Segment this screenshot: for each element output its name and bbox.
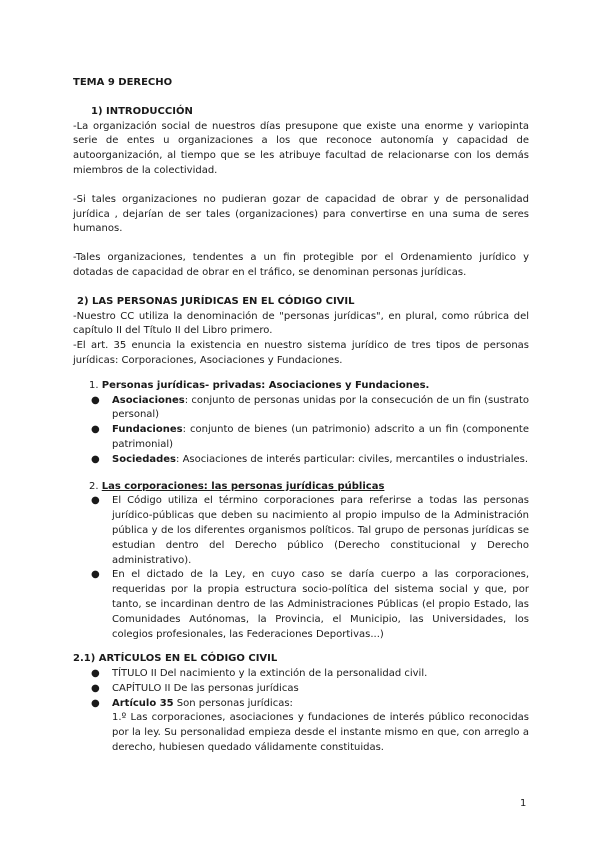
section-2-1-list <box>73 667 529 711</box>
list-item <box>73 453 529 468</box>
bullet-icon: ● <box>91 569 100 581</box>
list-item-text: : Asociaciones de interés particular: civiles, mercantiles o industriales. <box>176 453 529 465</box>
list-item <box>73 667 529 682</box>
article-35-text: 1.º Las corporaciones, asociaciones y fundaciones de interés público reconocidas por la ley. Su personalidad empieza desde el instante mismo en que, con arreglo a derecho, hubiesen quedado válidamente constituidas. <box>112 712 529 754</box>
bullet-icon: ● <box>91 424 100 436</box>
list-item-text: CAPÍTULO II De las personas jurídicas <box>112 682 299 694</box>
list-item-term: Asociaciones <box>112 394 185 406</box>
list-item-term: Fundaciones <box>112 424 183 436</box>
section-2-heading: 2) LAS PERSONAS JURÍDICAS EN EL CÓDIGO CIVIL <box>77 295 355 307</box>
bullet-icon: ● <box>91 394 100 406</box>
list-item-text: : conjunto de personas unidas por la consecución de un fin (sustrato personal) <box>112 394 529 421</box>
list-item-text: : conjunto de bienes (un patrimonio) adscrito a un fin (componente patrimonial) <box>112 424 529 450</box>
list-item-text: TÍTULO II Del nacimiento y la extinción de la personalidad civil. <box>112 668 428 680</box>
document-body <box>73 76 529 756</box>
subsection-1-heading <box>73 379 529 394</box>
document-title: TEMA 9 DERECHO <box>73 77 173 88</box>
subsection-1-list <box>73 394 529 468</box>
article-label: Son personas jurídicas: <box>173 697 293 709</box>
list-item <box>73 423 529 453</box>
list-item-text: En el dictado de la Ley, en cuyo caso se daría cuerpo a las corporaciones, requeridas por la propia estructura socio-política del sistema social y que, por tanto, se incardinan dentro de las Administraciones Públicas (el propio Estado, las Comunidades Autónomas, la Provincia, el Municipio, las Universidades, los colegios profesionales, las Federaciones Deportivas...) <box>112 569 529 640</box>
bullet-icon: ● <box>91 697 100 709</box>
subsection-1-number: 1. <box>89 379 99 391</box>
list-item <box>73 494 529 568</box>
bullet-icon: ● <box>91 495 100 507</box>
list-item <box>73 394 529 424</box>
subsection-2-title: Las corporaciones: las personas jurídicas públicas <box>101 480 385 492</box>
subsection-2-list <box>73 494 529 642</box>
subsection-2-heading <box>73 480 529 495</box>
bullet-icon: ● <box>91 453 100 465</box>
article-term: Artículo 35 <box>112 697 174 709</box>
bullet-icon: ● <box>91 668 100 680</box>
section-1-heading: 1) INTRODUCCIÓN <box>91 105 193 117</box>
section-2-paragraph-2: -El art. 35 enuncia la existencia en nuestro sistema jurídico de tres tipos de personas jurídicas: Corporaciones, Asociaciones y Fundaciones. <box>73 340 529 366</box>
subsection-1-title: Personas jurídicas- privadas: Asociaciones y Fundaciones. <box>101 379 430 391</box>
list-item <box>73 568 529 642</box>
section-1-paragraph-2: -Si tales organizaciones no pudieran gozar de capacidad de obrar y de personalidad jurídica , dejarían de ser tales (organizaciones) para convertirse en una suma de seres humanos. <box>73 193 529 235</box>
section-1-paragraph-1: -La organización social de nuestros días presupone que existe una enorme y variopinta serie de entes u organizaciones a los que reconoce autonomía y capacidad de autoorganización, al tiempo que se les atribuye facultad de relacionarse con los demás miembros de la colectividad. <box>73 120 529 176</box>
list-item-term: Sociedades <box>112 453 177 465</box>
page-number: 1 <box>520 798 527 809</box>
section-2-paragraph-1: -Nuestro CC utiliza la denominación de "personas jurídicas", en plural, como rúbrica del capítulo II del Título II del Libro primero. <box>73 310 529 337</box>
subsection-2-number: 2. <box>89 480 99 492</box>
list-item <box>73 697 529 712</box>
section-1-paragraph-3: -Tales organizaciones, tendentes a un fin protegible por el Ordenamiento jurídico y dotadas de capacidad de obrar en el tráfico, se denominan personas jurídicas. <box>73 252 529 278</box>
list-item <box>73 682 529 697</box>
list-item-text: El Código utiliza el término corporaciones para referirse a todas las personas jurídico-públicas que deben su nacimiento al propio impulso de la Administración pública y de los diferentes organismos políticos. Tal grupo de personas jurídicas se estudian dentro del Derecho público (Derecho constitucional y Derecho administrativo). <box>112 495 529 566</box>
section-2-1-heading: 2.1) ARTÍCULOS EN EL CÓDIGO CIVIL <box>73 653 278 665</box>
bullet-icon: ● <box>91 682 100 694</box>
